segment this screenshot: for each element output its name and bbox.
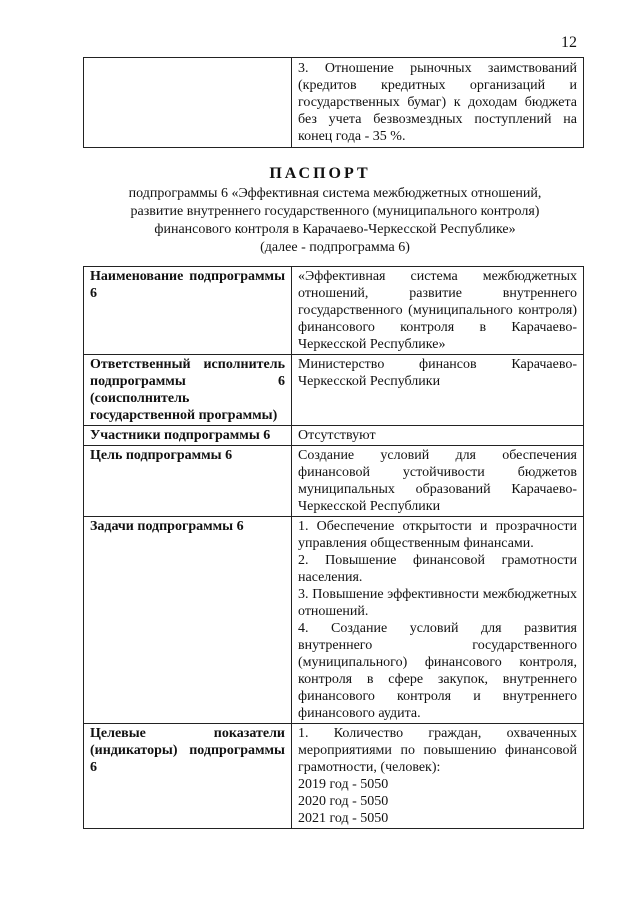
value-line: 2020 год - 5050 <box>298 794 389 809</box>
row-value <box>292 355 584 426</box>
table-row <box>84 355 584 426</box>
passport-title: ПАСПОРТ <box>269 165 371 182</box>
table-row <box>84 267 584 355</box>
value-line: 1. Количество граждан, охваченных мероприятиями по повышению финансовой грамотности, (человек): <box>298 726 577 775</box>
row-value <box>292 267 584 355</box>
table-row <box>84 58 584 148</box>
row-label: Участники подпрограммы 6 <box>84 426 292 446</box>
passport-table <box>83 266 584 829</box>
value-line: Министерство финансов Карачаево-Черкесской Республики <box>298 357 577 389</box>
value-line: 2. Повышение финансовой грамотности населения. <box>298 553 577 585</box>
value-line: Отсутствуют <box>298 428 376 443</box>
row-label: Целевые показатели (индикаторы) подпрограммы 6 <box>84 724 292 829</box>
subtitle-line: подпрограммы 6 «Эффективная система межбюджетных отношений, <box>128 186 542 201</box>
row-value <box>292 426 584 446</box>
continuation-table <box>83 57 584 148</box>
indicator-cell: 3. Отношение рыночных заимствований (кредитов кредитных организаций и государственных бумаг) к доходам бюджета без учета безвозмездных поступлений на конец года - 35 %. <box>292 58 584 148</box>
row-value <box>292 517 584 724</box>
row-label: Задачи подпрограммы 6 <box>84 517 292 724</box>
value-line: 4. Создание условий для развития внутреннего государственного (муниципального) финансового контроля, контроля в сфере закупок, внутреннего финансового контроля и внутреннего финансового аудита. <box>298 621 577 721</box>
value-line: Создание условий для обеспечения финансовой устойчивости бюджетов муниципальных образований Карачаево-Черкесской Республики <box>298 448 577 514</box>
table-row <box>84 517 584 724</box>
page-number: 12 <box>561 34 577 51</box>
row-label: Цель подпрограммы 6 <box>84 446 292 517</box>
subtitle-line: финансового контроля в Карачаево-Черкесской Республике» <box>154 222 516 237</box>
value-line: 2021 год - 5050 <box>298 811 389 826</box>
value-line: 2019 год - 5050 <box>298 777 389 792</box>
row-label: Ответственный исполнитель подпрограммы 6 (соисполнитель государственной программы) <box>84 355 292 426</box>
row-value <box>292 446 584 517</box>
value-line: 1. Обеспечение открытости и прозрачности управления общественным финансами. <box>298 519 577 551</box>
passport-subtitle <box>95 185 575 257</box>
table-row <box>84 426 584 446</box>
value-line: 3. Повышение эффективности межбюджетных отношений. <box>298 587 577 619</box>
table-row <box>84 724 584 829</box>
value-line: «Эффективная система межбюджетных отношений, развитие внутреннего государственного (муниципального контроля) финансового контроля в Карачаево-Черкесской Республике» <box>298 269 577 352</box>
subtitle-line: развитие внутреннего государственного (муниципального контроля) <box>130 204 540 219</box>
row-value <box>292 724 584 829</box>
empty-cell <box>84 58 292 148</box>
table-row <box>84 446 584 517</box>
subtitle-line: (далее - подпрограмма 6) <box>260 240 410 255</box>
row-label: Наименование подпрограммы 6 <box>84 267 292 355</box>
